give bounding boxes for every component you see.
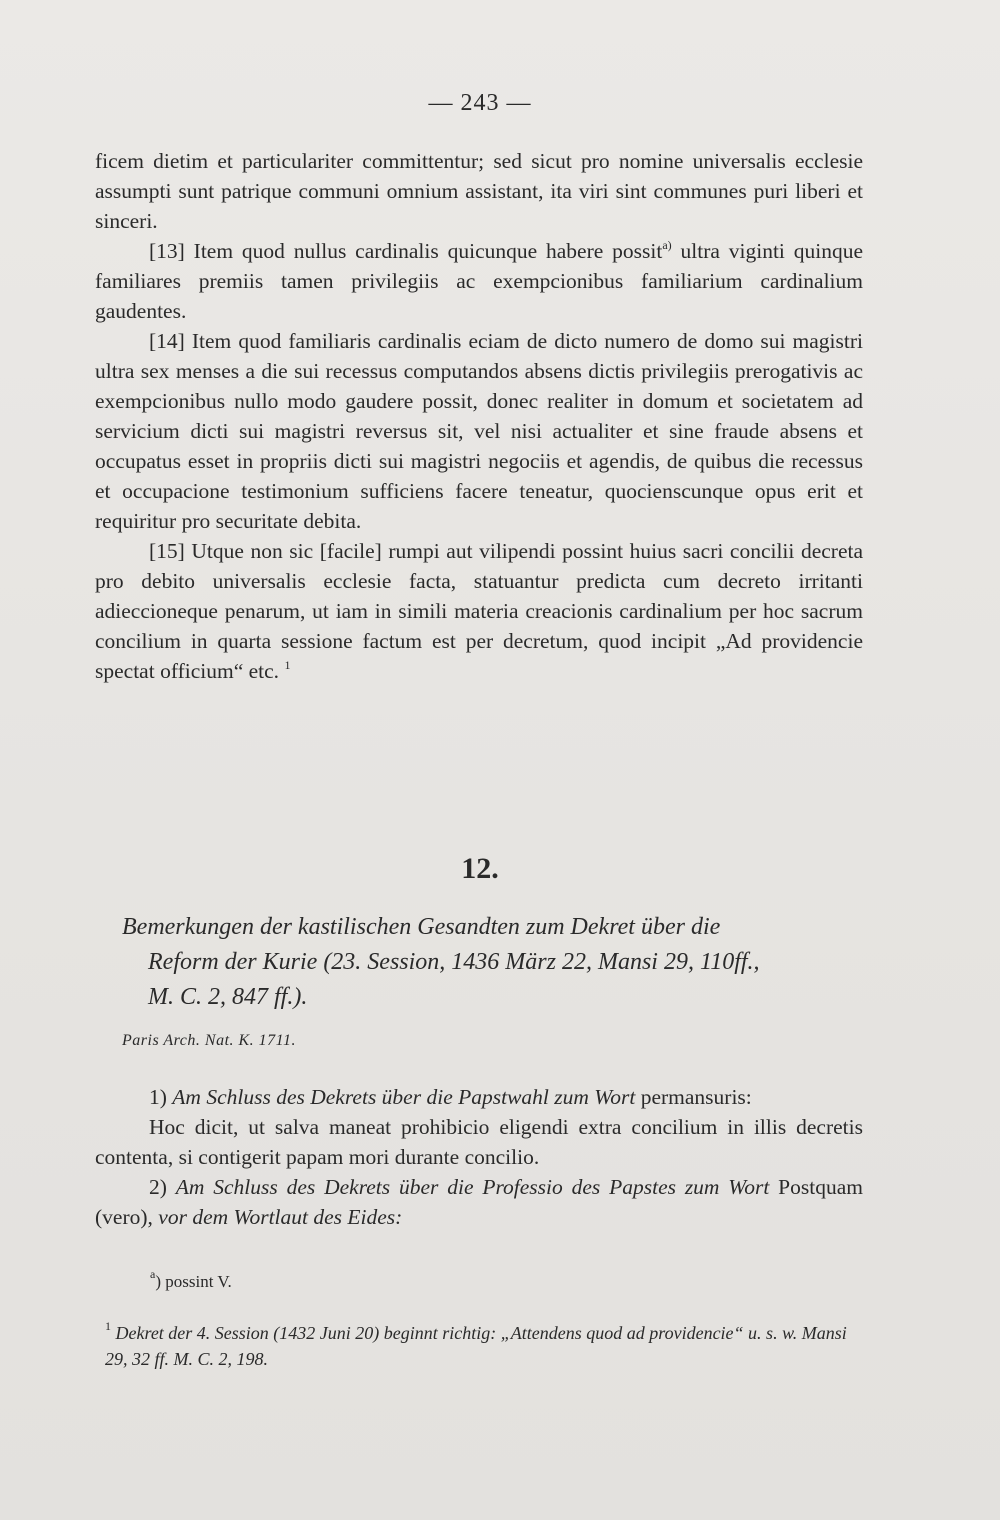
remark-2-italic: Am Schluss des Dekrets über die Professio des Papstes zum Wort <box>175 1175 770 1199</box>
paragraph-13 <box>95 236 863 326</box>
remark-1-word: permansuris: <box>635 1085 752 1109</box>
footnote-ref-a: a) <box>662 238 672 252</box>
footnote-1 <box>105 1320 865 1372</box>
footnote-a-marker: a <box>150 1267 156 1281</box>
remark-2-number: 2) <box>149 1175 176 1199</box>
footnote-1-marker: 1 <box>105 1319 111 1333</box>
remark-1-text: Hoc dicit, ut salva maneat prohibicio eligendi extra concilium in illis decretis contenta, si contigerit papam mori durante concilio. <box>95 1115 863 1169</box>
section-number: 12. <box>461 852 499 885</box>
heading-line-1: Bemerkungen der kastilischen Gesandten zum Dekret über die <box>122 914 721 940</box>
page-number: — 243 — <box>428 90 532 116</box>
remark-1-header <box>95 1082 863 1112</box>
archive-source: Paris Arch. Nat. K. 1711. <box>122 1032 296 1049</box>
remark-2-italic-end: vor dem Wortlaut des Eides: <box>158 1205 403 1229</box>
remark-1-italic: Am Schluss des Dekrets über die Papstwahl zum Wort <box>172 1085 636 1109</box>
heading-line-3: M. C. 2, 847 ff.). <box>148 984 308 1010</box>
remark-2-word: Postquam (vero), <box>95 1175 863 1229</box>
remark-2-header <box>95 1172 863 1232</box>
footnote-a <box>150 1267 232 1292</box>
remark-1-number: 1) <box>149 1085 173 1109</box>
paragraph-continuation: ficem dietim et particulariter committentur; sed sicut pro nomine universalis ecclesie assumpti sunt patrique communi omnium assistant, ita viri sint communes puri liberi et sinceri. <box>95 149 863 233</box>
remarks <box>95 1082 863 1232</box>
paragraph-15 <box>95 536 863 686</box>
paragraph-13-text-start: [13] Item quod nullus cardinalis quicunque habere possit <box>149 239 663 263</box>
paragraph-13-text-end: ultra viginti quinque familiares premiis tamen privilegiis ac exempcionibus familiarium cardinalium gaudentes. <box>95 239 864 323</box>
paragraph-14: [14] Item quod familiaris cardinalis eciam de dicto numero de domo sui magistri ultra sex menses a die sui recessus computandos absens dictis privilegiis prerogativis ac exempcionibus nullo modo gaudere possit, donec realiter in domum et societatem ad servicium dicti sui magistri reversus sit, vel nisi actualiter et sine fraude absens et occupatus esset in propriis dicti sui magistri negociis et agendis, de quibus die recessus et occupacione testimonium sufficiens facere teneatur, quocienscunque opus erit et requiritur pro securitate debita. <box>95 329 863 533</box>
paragraph-15-text: [15] Utque non sic [facile] rumpi aut vilipendi possint huius sacri concilii decreta pro debito universalis ecclesie facta, statuantur predicta cum decreto irritanti adieccioneque penarum, ut iam in simili materia creacionis cardinalium per hoc sacrum concilium in quarta sessione factum est per decretum, quod incipit „Ad providencie spectat officium“ etc. <box>95 539 863 683</box>
heading-line-2: Reform der Kurie (23. Session, 1436 März 22, Mansi 29, 110ff., <box>148 949 760 975</box>
footnote-ref-1: 1 <box>284 658 291 672</box>
footnote-a-text: ) possint V. <box>155 1272 232 1291</box>
main-text <box>95 146 863 686</box>
section-heading <box>122 910 867 1015</box>
footnote-1-text: Dekret der 4. Session (1432 Juni 20) beginnt richtig: „Attendens quod ad providencie“ u. s. w. Mansi 29, 32 ff. M. C. 2, 198. <box>105 1323 847 1369</box>
